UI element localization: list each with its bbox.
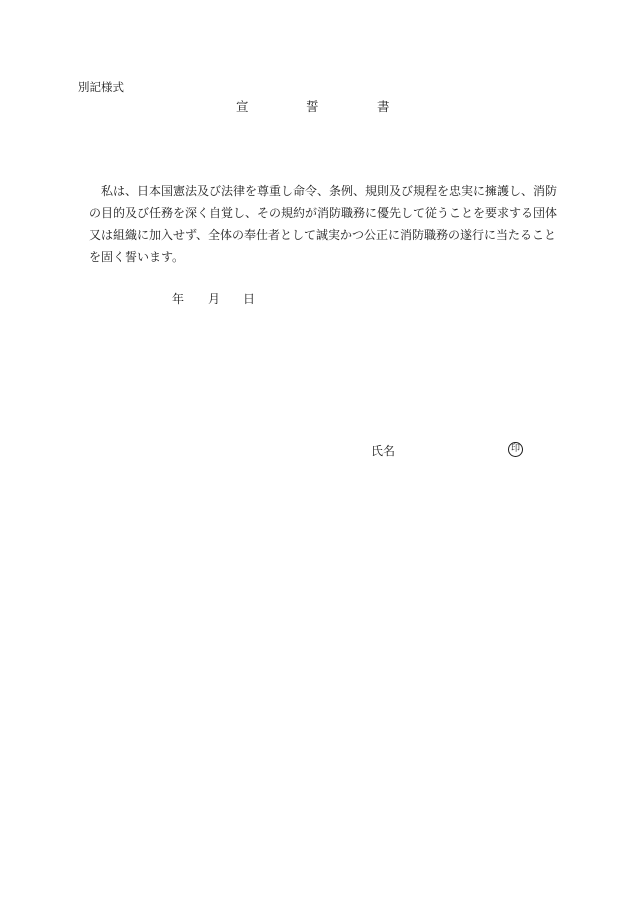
seal-mark-icon: 印 [508,442,523,457]
oath-body [89,180,559,268]
title-char-3: 書 [377,99,390,114]
oath-line-4: を固く誓います。 [89,250,185,264]
oath-line-2: の目的及び任務を深く自覚し、その規約が消防職務に優先して従うことを要求する団体 [89,206,558,220]
name-label: 氏名 [371,444,396,458]
oath-line-1: 私は、日本国憲法及び法律を尊重し命令、条例、規則及び規程を忠実に擁護し、消防 [101,184,558,198]
date-row [172,291,262,307]
oath-line-3: 又は組織に加入せず、全体の奉仕者として誠実かつ公正に消防職務の遂行に当たること [89,228,557,242]
date-month-label: 月 [208,292,221,306]
document-title [236,99,392,115]
date-day-label: 日 [243,292,256,306]
title-char-2: 誓 [306,99,319,114]
form-label: 別記様式 [78,80,124,94]
title-char-1: 宣 [236,99,249,114]
date-year-label: 年 [172,292,185,306]
